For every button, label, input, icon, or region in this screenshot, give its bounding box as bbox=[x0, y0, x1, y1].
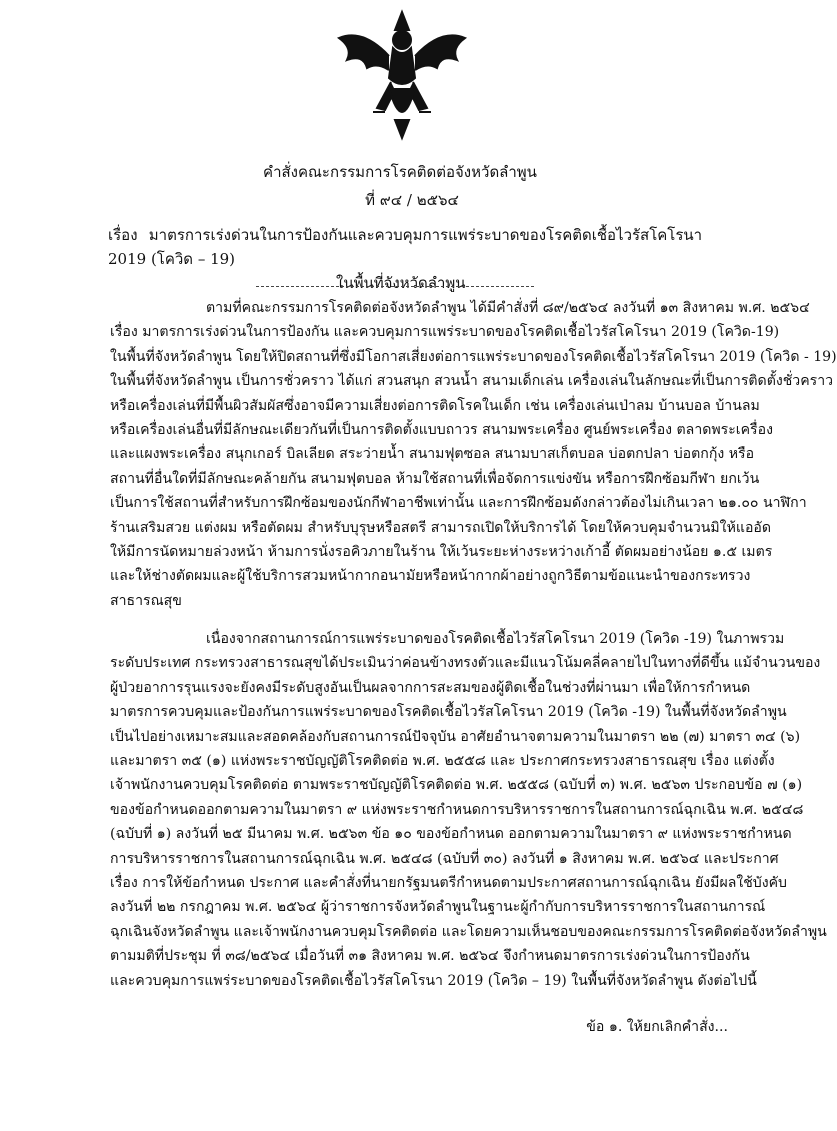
paragraph-line: ในพื้นที่จังหวัดลำพูน โดยให้ปิดสถานที่ซึ่งมีโอกาสเสี่ยงต่อการแพร่ระบาดของโรคติดเชื้อไวรัสโคโรนา 2019 (โควิด - 19) bbox=[110, 348, 837, 365]
order-number: ที่ ๙๔ / ๒๕๖๔ bbox=[365, 191, 459, 209]
paragraph-line: และควบคุมการแพร่ระบาดของโรคติดเชื้อไวรัสโคโรนา 2019 (โควิด – 19) ในพื้นที่จังหวัดลำพูน ดังต่อไปนี้ bbox=[110, 972, 757, 989]
paragraph-line: ในพื้นที่จังหวัดลำพูน เป็นการชั่วคราว ได้แก่ สวนสนุก สวนน้ำ สนามเด็กเล่น เครื่องเล่นในลักษณะที่เป็นการติดตั้งชั่วคราว bbox=[110, 373, 834, 390]
paragraph-line: เป็นการใช้สถานที่สำหรับการฝึกซ้อมของนักกีฬาอาชีพเท่านั้น และการฝึกซ้อมดังกล่าวต้องไม่เกินเวลา ๒๑.๐๐ นาฬิกา bbox=[110, 495, 807, 512]
paragraph-line: ผู้ป่วยอาการรุนแรงจะยังคงมีระดับสูงอันเป็นผลจากการสะสมของผู้ติดเชื้อในช่วงที่ผ่านมา เพื่อให้การกำหนด bbox=[110, 679, 751, 696]
subject-line-1: มาตรการเร่งด่วนในการป้องกันและควบคุมการแพร่ระบาดของโรคติดเชื้อไวรัสโคโรนา 2019 (โควิด – 19) bbox=[108, 226, 703, 268]
paragraph-line: ตามมติที่ประชุม ที่ ๓๘/๒๕๖๔ เมื่อวันที่ ๓๑ สิงหาคม พ.ศ. ๒๕๖๔ จึงกำหนดมาตรการเร่งด่วนในการป้องกัน bbox=[110, 948, 750, 965]
paragraph-line: มาตรการควบคุมและป้องกันการแพร่ระบาดของโรคติดเชื้อไวรัสโคโรนา 2019 (โควิด -19) ในพื้นที่จังหวัดลำพูน bbox=[110, 704, 787, 721]
paragraph-line: เป็นไปอย่างเหมาะสมและสอดคล้องกับสถานการณ์ปัจจุบัน อาศัยอำนาจตามความในมาตรา ๒๒ (๗) มาตรา ๓๔ (๖) bbox=[110, 728, 801, 745]
subject-block bbox=[108, 223, 708, 295]
paragraph-line: หรือเครื่องเล่นที่มีพื้นผิวสัมผัสซึ่งอาจมีความเสี่ยงต่อการติดโรคในเด็ก เช่น เครื่องเล่นเป่าลม บ้านบอล บ้านลม bbox=[110, 397, 760, 414]
paragraph-line: (ฉบับที่ ๑) ลงวันที่ ๒๕ มีนาคม พ.ศ. ๒๕๖๓ ข้อ ๑๐ ของข้อกำหนด ออกตามความในมาตรา ๙ แห่งพระราชกำหนด bbox=[110, 826, 792, 843]
paragraph-line: ลงวันที่ ๒๒ กรกฎาคม พ.ศ. ๒๕๖๔ ผู้ว่าราชการจังหวัดลำพูนในฐานะผู้กำกับการบริหารราชการในสถานการณ์ bbox=[110, 899, 766, 916]
paragraph-line: เจ้าพนักงานควบคุมโรคติดต่อ ตามพระราชบัญญัติโรคติดต่อ พ.ศ. ๒๕๕๘ (ฉบับที่ ๓) พ.ศ. ๒๕๖๓ ประกอบข้อ ๗ (๑) bbox=[110, 777, 803, 794]
paragraph-line: สาธารณสุข bbox=[110, 592, 182, 609]
paragraph-line: และแผงพระเครื่อง สนุกเกอร์ บิลเลียด สระว่ายน้ำ สนามฟุตซอล สนามบาสเก็ตบอล บ่อตกปลา บ่อตกกุ้ง หรือ bbox=[110, 446, 755, 463]
paragraph-line: ตามที่คณะกรรมการโรคติดต่อจังหวัดลำพูน ได้มีคำสั่งที่ ๘๙/๒๕๖๔ ลงวันที่ ๑๓ สิงหาคม พ.ศ. ๒๕๖๔ bbox=[206, 300, 810, 316]
subject-label: เรื่อง bbox=[108, 226, 138, 244]
separator-line bbox=[256, 286, 534, 287]
paragraph-2 bbox=[110, 627, 827, 993]
paragraph-line: หรือเครื่องเล่นอื่นที่มีลักษณะเดียวกันที่เป็นการติดตั้งแบบถาวร สนามพระเครื่อง ศูนย์พระเครื่อง ตลาดพระเครื่อง bbox=[110, 422, 773, 439]
paragraph-line: ฉุกเฉินจังหวัดลำพูน และเจ้าพนักงานควบคุมโรคติดต่อ และโดยความเห็นชอบของคณะกรรมการโรคติดต่อจังหวัดลำพูน bbox=[110, 923, 827, 940]
paragraph-line: และให้ช่างตัดผมและผู้ใช้บริการสวมหน้ากากอนามัยหรือหน้ากากผ้าอย่างถูกวิธีตามข้อแนะนำของกระทรวง bbox=[110, 568, 751, 585]
paragraph-line: เรื่อง การให้ข้อกำหนด ประกาศ และคำสั่งที่นายกรัฐมนตรีกำหนดตามประกาศสถานการณ์ฉุกเฉิน ยังมีผลใช้บังคับ bbox=[110, 875, 787, 892]
continuation-marker: ข้อ ๑. ให้ยกเลิกคำสั่ง... bbox=[586, 1019, 728, 1035]
paragraph-1 bbox=[110, 296, 837, 613]
subject-line-2: ในพื้นที่จังหวัดลำพูน bbox=[336, 274, 466, 292]
paragraph-line: และมาตรา ๓๕ (๑) แห่งพระราชบัญญัติโรคติดต่อ พ.ศ. ๒๕๕๘ และ ประกาศกระทรวงสาธารณสุข เรื่อง แต่งตั้ง bbox=[110, 753, 775, 770]
paragraph-line: สถานที่อื่นใดที่มีลักษณะคล้ายกัน สนามฟุตบอล ห้ามใช้สถานที่เพื่อจัดการแข่งขัน หรือการฝึกซ้อมกีฬา ยกเว้น bbox=[110, 470, 760, 487]
paragraph-line: เรื่อง มาตรการเร่งด่วนในการป้องกัน และควบคุมการแพร่ระบาดของโรคติดเชื้อไวรัสโคโรนา 2019 (โควิด-19) bbox=[110, 324, 780, 341]
paragraph-line: ของข้อกำหนดออกตามความในมาตรา ๙ แห่งพระราชกำหนดการบริหารราชการในสถานการณ์ฉุกเฉิน พ.ศ. ๒๕๔๘ bbox=[110, 801, 804, 818]
paragraph-line: ระดับประเทศ กระทรวงสาธารณสุขได้ประเมินว่าค่อนข้างทรงตัวและมีแนวโน้มคลี่คลายไปในทางที่ดีขึ้น แม้จำนวนของ bbox=[110, 655, 821, 672]
paragraph-line: การบริหารราชการในสถานการณ์ฉุกเฉิน พ.ศ. ๒๕๔๘ (ฉบับที่ ๓๐) ลงวันที่ ๑ สิงหาคม พ.ศ. ๒๕๖๔ และประกาศ bbox=[110, 850, 779, 867]
paragraph-line: เนื่องจากสถานการณ์การแพร่ระบาดของโรคติดเชื้อไวรัสโคโรนา 2019 (โควิด -19) ในภาพรวม bbox=[206, 631, 785, 647]
paragraph-line: ร้านเสริมสวย แต่งผม หรือตัดผม สำหรับบุรุษหรือสตรี สามารถเปิดให้บริการได้ โดยให้ควบคุมจำนวนมิให้แออัด bbox=[110, 519, 772, 536]
paragraph-line: ให้มีการนัดหมายล่วงหน้า ห้ามการนั่งรอคิวภายในร้าน ให้เว้นระยะห่างระหว่างเก้าอี้ ตัดผมอย่างน้อย ๑.๕ เมตร bbox=[110, 544, 773, 561]
issuer-heading: คำสั่งคณะกรรมการโรคติดต่อจังหวัดลำพูน bbox=[263, 163, 537, 181]
garuda-emblem bbox=[333, 8, 471, 140]
